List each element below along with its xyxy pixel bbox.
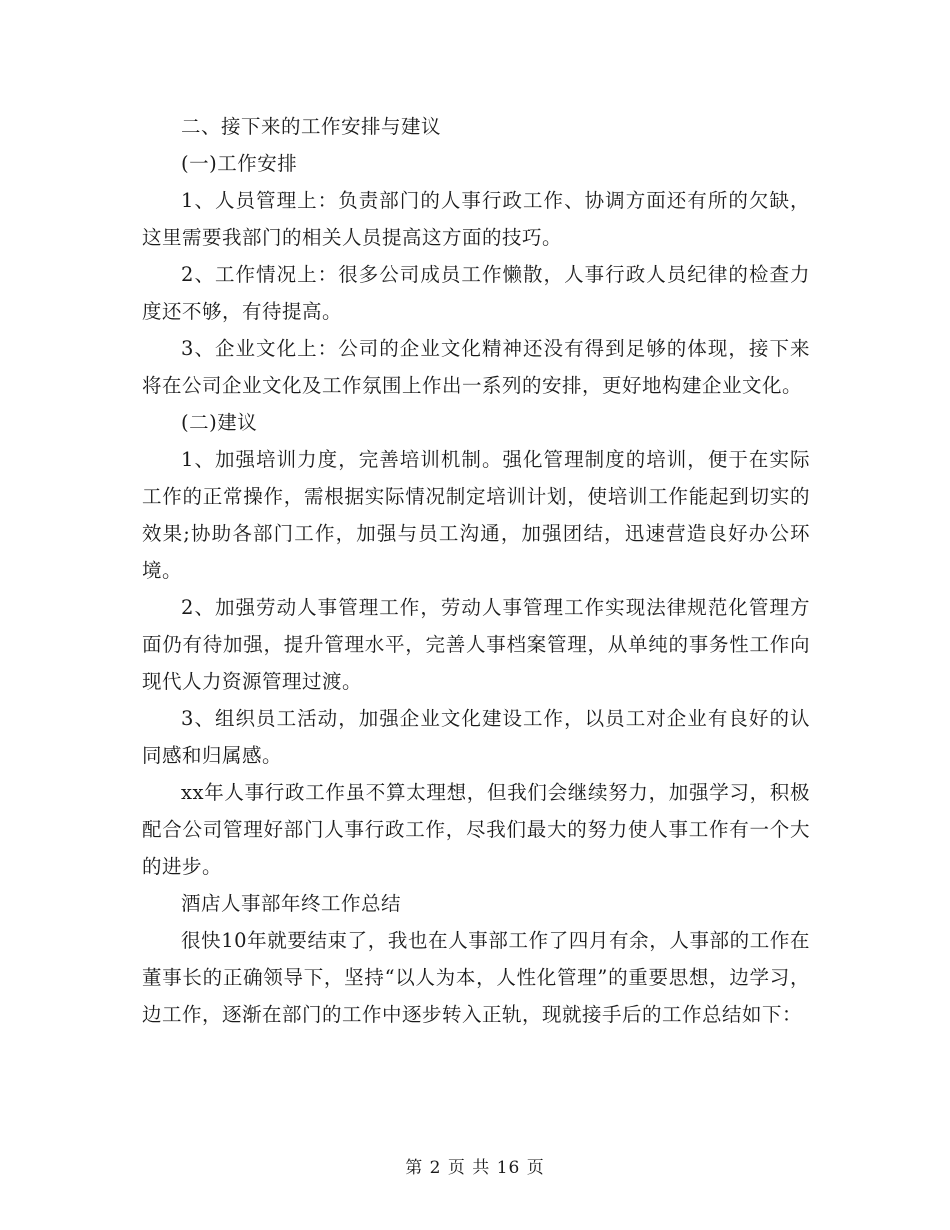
subsection-heading: (一)工作安排 — [181, 152, 298, 175]
paragraph: 3、企业文化上：公司的企业文化精神还没有得到足够的体现，接下来将在公司企业文化及工作氛围上作出一系列的安排，更好地构建企业文化。 — [142, 337, 810, 397]
subsection-heading: (二)建议 — [181, 411, 258, 434]
paragraph: 2、工作情况上：很多公司成员工作懒散，人事行政人员纪律的检查力度还不够，有待提高。 — [142, 263, 810, 323]
document-body — [142, 108, 810, 1033]
paragraph: 3、组织员工活动，加强企业文化建设工作，以员工对企业有良好的认同感和归属感。 — [142, 707, 810, 767]
document-title: 酒店人事部年终工作总结 — [181, 892, 402, 915]
paragraph: 1、加强培训力度，完善培训机制。强化管理制度的培训，便于在实际工作的正常操作，需根据实际情况制定培训计划，使培训工作能起到切实的效果;协助各部门工作，加强与员工沟通，加强团结，迅速营造良好办公环境。 — [142, 448, 810, 582]
paragraph: xx年人事行政工作虽不算太理想，但我们会继续努力，加强学习，积极配合公司管理好部门人事行政工作，尽我们最大的努力使人事工作有一个大的进步。 — [142, 781, 810, 878]
paragraph: 很快10年就要结束了，我也在人事部工作了四月有余，人事部的工作在董事长的正确领导下，坚持“以人为本，人性化管理”的重要思想，边学习，边工作，逐渐在部门的工作中逐步转入正轨，现就接手后的工作总结如下： — [142, 929, 810, 1026]
page-footer: 第 2 页 共 16 页 — [405, 1158, 545, 1178]
paragraph: 1、人员管理上：负责部门的人事行政工作、协调方面还有所的欠缺，这里需要我部门的相关人员提高这方面的技巧。 — [142, 189, 810, 249]
paragraph: 2、加强劳动人事管理工作，劳动人事管理工作实现法律规范化管理方面仍有待加强，提升管理水平，完善人事档案管理，从单纯的事务性工作向现代人力资源管理过渡。 — [142, 596, 810, 693]
section-heading: 二、接下来的工作安排与建议 — [181, 115, 442, 138]
